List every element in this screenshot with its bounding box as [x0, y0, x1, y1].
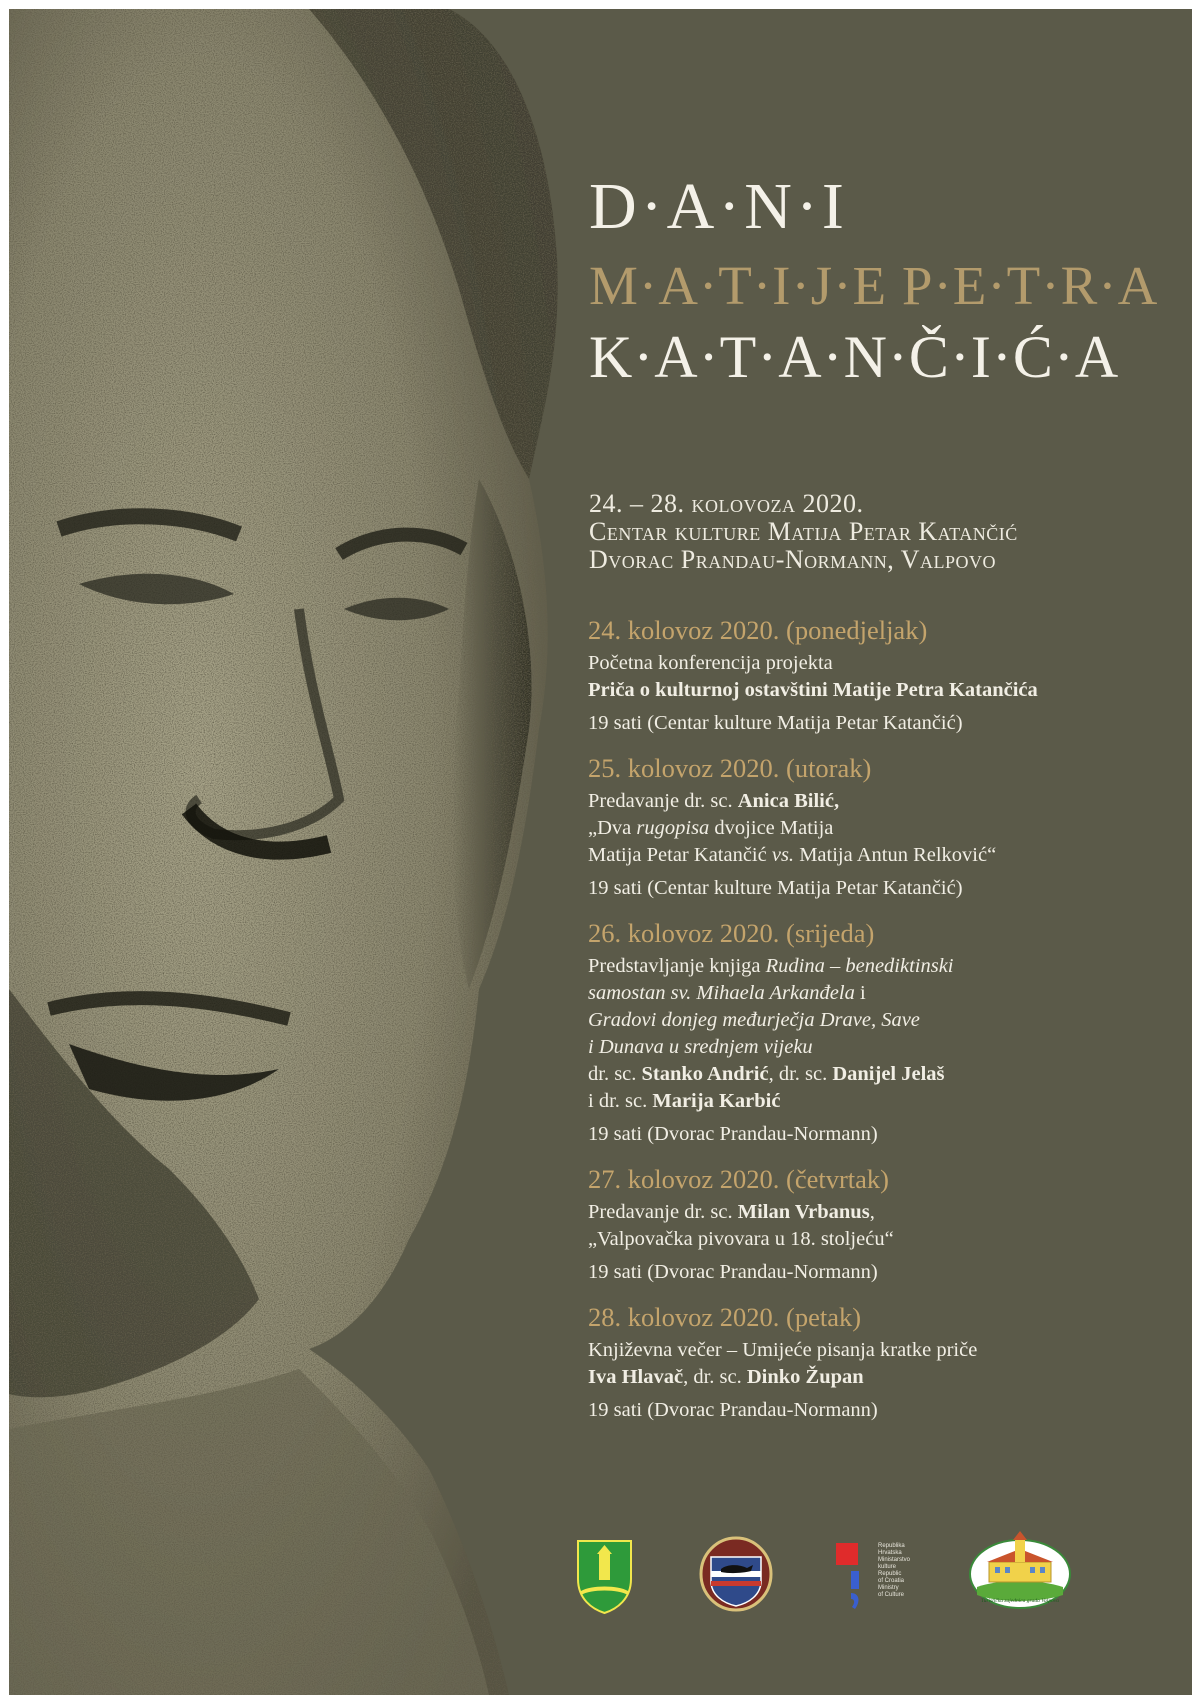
venue-line-2: Dvorac Prandau-Normann, Valpovo — [589, 545, 996, 574]
event-title: Gradovi donjeg međurječja Drave, Save — [588, 1009, 920, 1031]
event-description: Predavanje dr. sc. Milan Vrbanus, — [588, 1201, 875, 1223]
event-time: 19 sati (Centar kulture Matija Petar Katančić) — [588, 712, 963, 734]
title-line-matije-petra: M·A·T·I·J·E P·E·T·R·A — [589, 255, 1159, 316]
venue-line-1: Centar kulture Matija Petar Katančić — [589, 517, 1018, 546]
event-title: „Dva rugopisa dvojice Matija — [588, 817, 834, 839]
ministry-of-culture-text: Republika Hrvatska Ministarstvo kulture Republic of Croatia Ministry of Culture — [878, 1543, 911, 1598]
speaker-names: Iva Hlavač, dr. sc. Dinko Župan — [588, 1366, 864, 1388]
event-time: 19 sati (Dvorac Prandau-Normann) — [588, 1261, 878, 1283]
speaker-name: Anica Bilić, — [737, 790, 840, 812]
event-time: 19 sati (Dvorac Prandau-Normann) — [588, 1399, 878, 1421]
speaker-names: i dr. sc. Marija Karbić — [588, 1090, 781, 1112]
event-description: Početna konferencija projekta — [588, 652, 833, 674]
event-description: Književna večer – Umijeće pisanja kratke priče — [588, 1339, 978, 1361]
event-title: samostan sv. Mihaela Arkanđela i — [588, 982, 866, 1004]
event-date: 28. kolovoz 2020. (petak) — [588, 1302, 862, 1332]
event-date: 24. kolovoz 2020. (ponedjeljak) — [588, 615, 928, 645]
event-title: „Valpovačka pivovara u 18. stoljeću“ — [588, 1228, 894, 1250]
event-date: 27. kolovoz 2020. (četvrtak) — [588, 1164, 889, 1194]
event-time: 19 sati (Centar kulture Matija Petar Katančić) — [588, 877, 963, 899]
event-time: 19 sati (Dvorac Prandau-Normann) — [588, 1123, 878, 1145]
county-coat-of-arms-icon — [701, 1538, 771, 1610]
title-line-dani: D·A·N·I — [589, 170, 848, 243]
tourism-board-caption: Turistička zajednica grada Valpova — [980, 1598, 1060, 1604]
tourism-board-logo-icon — [970, 1531, 1070, 1608]
festival-dates: 24. – 28. kolovoza 2020. — [589, 489, 864, 518]
event-date: 26. kolovoz 2020. (srijeda) — [588, 918, 875, 948]
event-description: Predstavljanje knjiga Rudina – benediktinski — [588, 955, 954, 977]
event-date: 25. kolovoz 2020. (utorak) — [588, 753, 872, 783]
title-line-katancica: K·A·T·A·N·Č·I·Ć·A — [589, 324, 1120, 390]
sponsor-logos — [9, 9, 1192, 1695]
speaker-names: dr. sc. Stanko Andrić, dr. sc. Danijel Jelaš — [588, 1063, 945, 1085]
poster — [9, 9, 1192, 1695]
speaker-name: Milan Vrbanus — [737, 1201, 870, 1223]
ministry-of-culture-logo-icon — [836, 1543, 859, 1609]
event-description: Predavanje dr. sc. Anica Bilić, — [588, 790, 840, 812]
valpovo-coat-of-arms-icon — [578, 1541, 631, 1613]
event-title: Priča o kulturnoj ostavštini Matije Petra Katančića — [588, 679, 1038, 701]
event-title: i Dunava u srednjem vijeku — [588, 1036, 813, 1058]
event-title: Matija Petar Katančić vs. Matija Antun Relković“ — [588, 844, 997, 866]
